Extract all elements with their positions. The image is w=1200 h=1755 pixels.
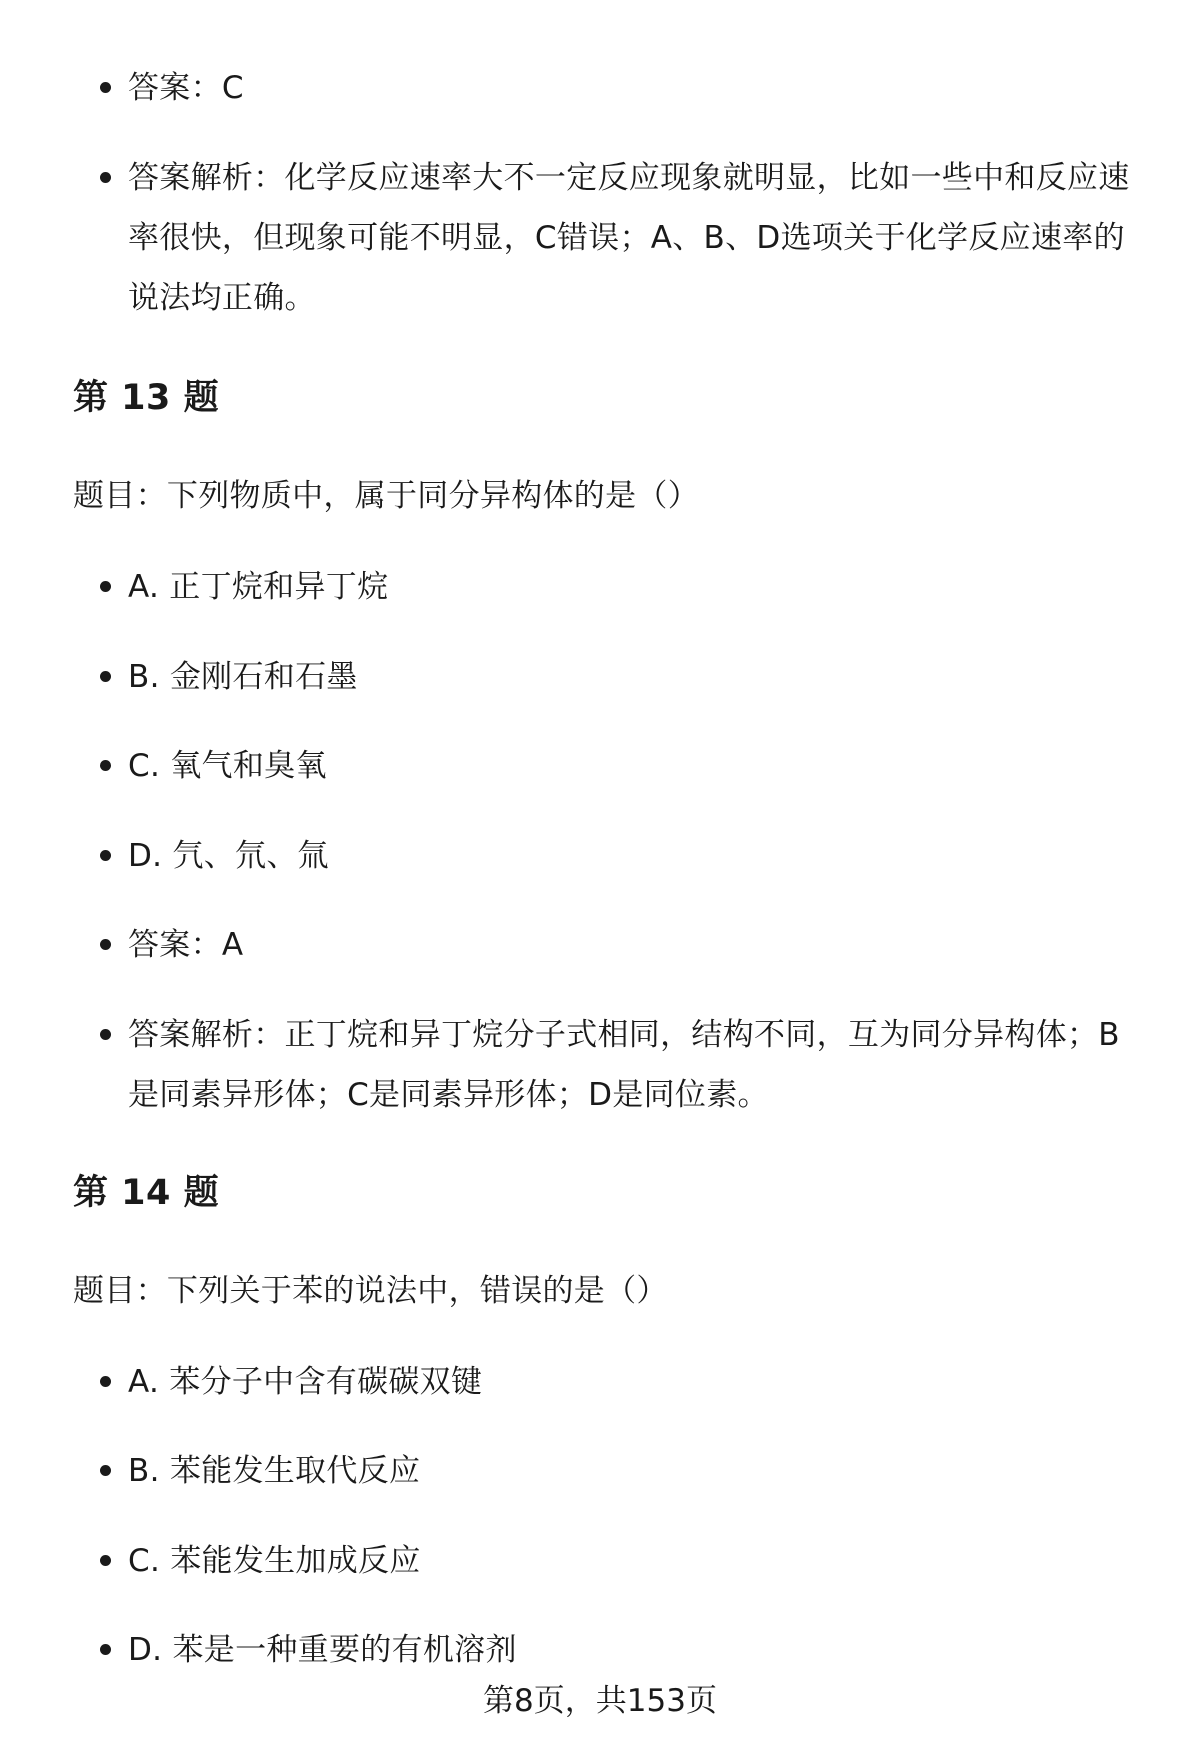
bullet-icon (100, 1644, 111, 1655)
q13-answer-text: 答案：A (128, 927, 244, 963)
q13-analysis-text: 答案解析：正丁烷和异丁烷分子式相同，结构不同，互为同分异构体；B是同素异形体；C是同素异形体；D是同位素。 (128, 1017, 1120, 1113)
q14-option-a-text: A. 苯分子中含有碳碳双键 (128, 1364, 483, 1400)
bullet-icon (100, 850, 111, 861)
q13-option-b-text: B. 金刚石和石墨 (128, 659, 358, 695)
q14-option-b-text: B. 苯能发生取代反应 (128, 1453, 421, 1489)
bullet-icon (100, 1376, 111, 1387)
bullet-icon (100, 760, 111, 771)
q13-option-b (128, 647, 1138, 707)
q13-analysis (128, 1005, 1138, 1125)
q12-answer-text: 答案：C (128, 70, 244, 106)
q14-option-b (128, 1441, 1138, 1501)
q14-option-d (128, 1620, 1138, 1680)
bullet-icon (100, 581, 111, 592)
q13-option-c-text: C. 氧气和臭氧 (128, 748, 327, 784)
q13-heading: 第 13 题 (73, 378, 220, 418)
page-number-footer: 第8页，共153页 (483, 1683, 717, 1719)
bullet-icon (100, 939, 111, 950)
q12-answer (128, 58, 1138, 118)
q14-option-a (128, 1352, 1138, 1412)
bullet-icon (100, 82, 111, 93)
q14-heading: 第 14 题 (73, 1173, 220, 1213)
q14-option-c-text: C. 苯能发生加成反应 (128, 1543, 421, 1579)
bullet-icon (100, 671, 111, 682)
q13-option-c (128, 736, 1138, 796)
q13-option-d (128, 826, 1138, 886)
q13-stem: 题目：下列物质中，属于同分异构体的是（） (73, 478, 699, 514)
q12-analysis-text: 答案解析：化学反应速率大不一定反应现象就明显，比如一些中和反应速率很快，但现象可能不明显，C错误；A、B、D选项关于化学反应速率的说法均正确。 (128, 160, 1130, 316)
q12-analysis (128, 148, 1138, 328)
bullet-icon (100, 1465, 111, 1476)
q13-option-a-text: A. 正丁烷和异丁烷 (128, 569, 389, 605)
q14-option-c (128, 1531, 1138, 1591)
q13-option-a (128, 557, 1138, 617)
q14-stem: 题目：下列关于苯的说法中，错误的是（） (73, 1273, 668, 1309)
bullet-icon (100, 172, 111, 183)
q13-answer (128, 915, 1138, 975)
q13-option-d-text: D. 氕、氘、氚 (128, 838, 329, 874)
bullet-icon (100, 1029, 111, 1040)
bullet-icon (100, 1555, 111, 1566)
q14-option-d-text: D. 苯是一种重要的有机溶剂 (128, 1632, 517, 1668)
